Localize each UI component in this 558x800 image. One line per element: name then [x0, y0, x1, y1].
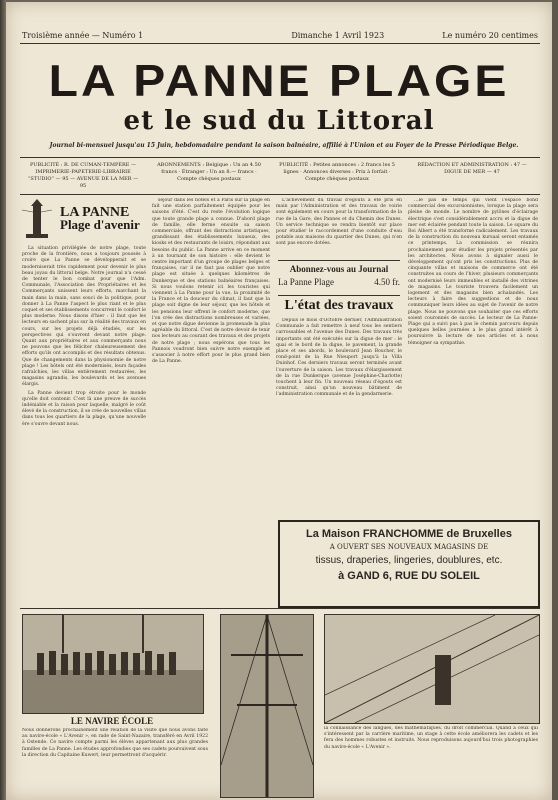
advert-line-4: à GAND 6, RUE DU SOLEIL — [338, 570, 480, 582]
travaux-title: L'état des travaux — [284, 298, 394, 313]
subscribe-heading: Abonnez-vous au Journal — [289, 264, 389, 274]
article-body: La situation privilégiée de notre plage, toute proche de la frontière, nous a toujours poussés à croire que La Panne se développerait et se moderniserait très rapidement pour devenir le plus beau joyau du littoral belge. Notre journal n'a cessé de tenter le bon combat pour que l'Adm. Communale, l'Association des Propriétaires et les Commerçants unissent leurs efforts, marchant la main dans la main, sans souci de la politique, pour donner à La Panne l'aspect le plus riant et le plus coquet et ses établissements concurrent le confort le plus moderne. Nous disons d'hier : il faut que les lecteurs en sachent plus sur la réalité des travaux en cours, sur les projets déjà étudiés, sur les perspectives qui s'ouvrent devant notre plage. Quant aux propriétaires et aux commerçants nous ne pouvons que les féliciter chaleureusement des efforts qu'ils ont accomplis et des résultats obtenus. Que de changements dans la physionomie de notre plage ! Les hôtels ont été modernisés, leurs façades rafraîchies, les villas entièrement restaurées, les magasins agrandis, les boulevards et les avenues élargis. — [22, 246, 146, 388]
article-title-2: Plage d'avenir — [60, 217, 140, 232]
page-edge — [552, 0, 558, 800]
subscribe-box — [278, 260, 400, 296]
photo-title: LE NAVIRE ÉCOLE — [70, 716, 154, 726]
photo-caption: Nous donnerons prochainement une relation de la visite que nous avons faite au navire-école « L'Avenir », en rade de Saint-Nazaire, transféré en Avril 1922 à Ostende. Ce navire compte parmi les élèves appartenant aux plus grandes familles de La Panne. Les études approfondies que ses cadets poursuivent sous la direction du Capitaine Kuwert, leur permettront d'acquérir. — [22, 728, 208, 758]
advert-line-2: A OUVERT SES NOUVEAUX MAGASINS DE — [329, 543, 489, 551]
photo-rule — [20, 608, 540, 609]
franchomme-advert — [278, 520, 540, 608]
subscribe-name: La Panne Plage — [278, 277, 334, 287]
advert-line-3: tissus, draperies, lingeries, doublures, etc. — [315, 555, 503, 566]
publicity-rates-box: PUBLICITÉ : Petites annonces : 2 francs les 5 lignes · Annonces diverses : Prix à forfait · Compte chèques postaux — [279, 162, 395, 182]
issue-price: Le numéro 20 centimes — [442, 31, 538, 40]
travaux-body — [276, 318, 402, 518]
photo-ship-rigging — [324, 614, 540, 724]
subscribe-price: 4.50 fr. — [374, 277, 400, 287]
masthead-rule — [20, 157, 540, 158]
photo-ship-deck — [22, 614, 204, 714]
editorial-box: RÉDACTION ET ADMINISTRATION : 47 — DIGUE DE MER — 47 — [417, 162, 527, 175]
right-body: …le pas de temps qui vient l'espace bond commercial des excursionnistes, lorsque la plage sera pleine de monde. Le nombre de pylônes d'éclairage électrique s'est considérablement accru et la digue de mer est éclairée pendant toute la saison. Le square du Roi Albert a été transformé radicalement. Les travaux de la construction du nouveau kursaal seront entamés ce printemps. La commission se réunira prochainement pour étudier les projets présentés par les architectes. Nous avons à signaler aussi le développement qu'ont pris les constructions. Plus de cinquante villas et maisons de commerce ont été construites au cours de l'hiver, plusieurs commerçants ont modernisé leurs immeubles et installé des vitrines de magasins. Le touriste trouvera facilement un logement et des magasins bien achalandés. Les lecteurs à faire des suggestions et de nous communiquer leurs idées au sujet de l'avenir de notre plage. Nous ne pouvons que souhaiter que ces efforts soient couronnés de succès. Le lecteur de La Panne-Plage qui a suivi pas à pas le chemin parcouru depuis quelques belles journées a le plus grand intérêt à poursuivre la lecture de nos articles et à nous témoigner sa sympathie. — [408, 198, 538, 346]
lighthouse-icon — [22, 198, 52, 240]
issue-year: Troisième année — Numéro 1 — [22, 31, 144, 40]
article-la-panne — [22, 198, 146, 608]
article-right — [408, 198, 538, 518]
issue-header — [22, 31, 538, 41]
photo-ship-mast — [220, 614, 314, 798]
newspaper-page — [6, 2, 552, 800]
article-title-1: LA PANNE — [60, 204, 130, 220]
photo-caption-right: la connaissance des langues, des mathématiques, du droit commercial. Quand à ceux qui s'intéressent par la carrière maritime, un stage à cette école améliorera les cadets et les fera des hommes robustes et instruits. Nous reproduisons aujourd'hui trois photographies du navire-école « L'Avenir ». — [324, 726, 538, 750]
advert-line-1: La Maison FRANCHOMME de Bruxelles — [306, 528, 512, 540]
header-rule — [20, 43, 540, 44]
column-3-top-text: L'achèvement du travail d'égouts a été pris en main par l'Administration et des travaux de voirie sont également en cours pour la transformation de la rue de la Gare, des Pannes et du Chemin des Dunes. Un service technique se rendra bientôt sur place pour étudier le raccordement d'une conduite d'eau potable aux maisons du quartier des Dunes, qui n'en sont pas encore dotées. — [276, 198, 402, 247]
article-body-2: La Panne devient trop étroite pour le monde qu'elle doit contenir. C'est là une preuve de succès indéniable et la raison pour laquelle, malgré le coût élevé de la construction, il se crée de nouvelles villas dans tous les quartiers de la plage, qu'une nouvelle ère s'ouvre devant nous. — [22, 390, 146, 427]
travaux-text: Depuis le mois d'Octobre dernier, l'Administration Communale a fait remettre à neuf tous les sentiers carrossables et l'avenue des Dunes. Des travaux très importants ont été exécutés sur la digue de mer : le quai et le bord de la digue, le pavement, la grande place et ses abords, le boulevard Jean Boucher, le rond-point de la Rue Nieuport jusqu'à la Villa Duinhof. Ces derniers travaux seront terminés avant l'ouverture de la saison. Les travaux d'élargissement de la rue Dunkerque (avenue Joséphine-Charlotte) touchent à leur fin. Un nouveau réseau d'égouts est construit, ainsi qu'un nouveau bâtiment de l'administration communale et de la gendarmerie. — [276, 318, 402, 398]
masthead-subtitle: et le sud du Littoral — [123, 106, 435, 136]
info-rule — [20, 194, 540, 195]
subscriptions-box: ABONNEMENTS : Belgique : Un an 4.50 francs · Étranger : Un an 8.— francs · Compte chèques postaux — [157, 162, 261, 182]
masthead-title: LA PANNE PLAGE — [48, 57, 510, 106]
article-middle — [152, 198, 270, 608]
article-column-3-top — [276, 198, 402, 258]
issue-date: Dimanche 1 Avril 1923 — [291, 31, 385, 40]
masthead-tagline: Journal bi-mensuel jusqu'au 15 Juin, hebdomadaire pendant la saison balnéaire, affilié à l'Union et au Foyer de la Presse Périodique Belge. — [49, 142, 519, 149]
publicity-box: PUBLICITÉ : R. DE CUMAN-TEMPÈRE — IMPRIMERIE-PAPETERIE-LIBRAIRIE “STUDIO” — 95 — AVENUE DE LA MER — 95 — [27, 162, 139, 189]
middle-body: séjour dans les hôtels et à Paris sur la plage en fait une station parfaitement équipée pour les saisons d'été. C'est du reste l'évolution logique que toute grande plage a connue. D'abord plage de famille, elle ferme ensuite sa saison commerciale, offrant des distractions artistiques, grandissant des établissements luxueux, des kiosks et des restaurants de loisirs, répondant aux besoins du public. La Panne arrive en ce moment à un tournant de son histoire : elle devient le centre important d'un groupe de plages belges et françaises, car il ne faut pas oublier que notre plage est située à quelques kilomètres de Dunkerque et des stations balnéaires françaises. Si nous voulons retenir ici les touristes qui viennent à La Panne pour la vue, la proximité de la France et la douceur du climat, il faut que la plage soit digne de leur séjour, que les hôtels et les pensions leur offrent le confort moderne, que l'on crée des distractions nombreuses et variées, et que notre digue devienne la promenade la plus agréable du littoral. C'est de notre devoir de tenir nos lecteurs au courant des travaux et des projets de notre plage ; nous espérons que tous les Pannois voudront bien suivre notre exemple et s'associer à notre effort pour le plus grand bien de La Panne. — [152, 198, 270, 365]
